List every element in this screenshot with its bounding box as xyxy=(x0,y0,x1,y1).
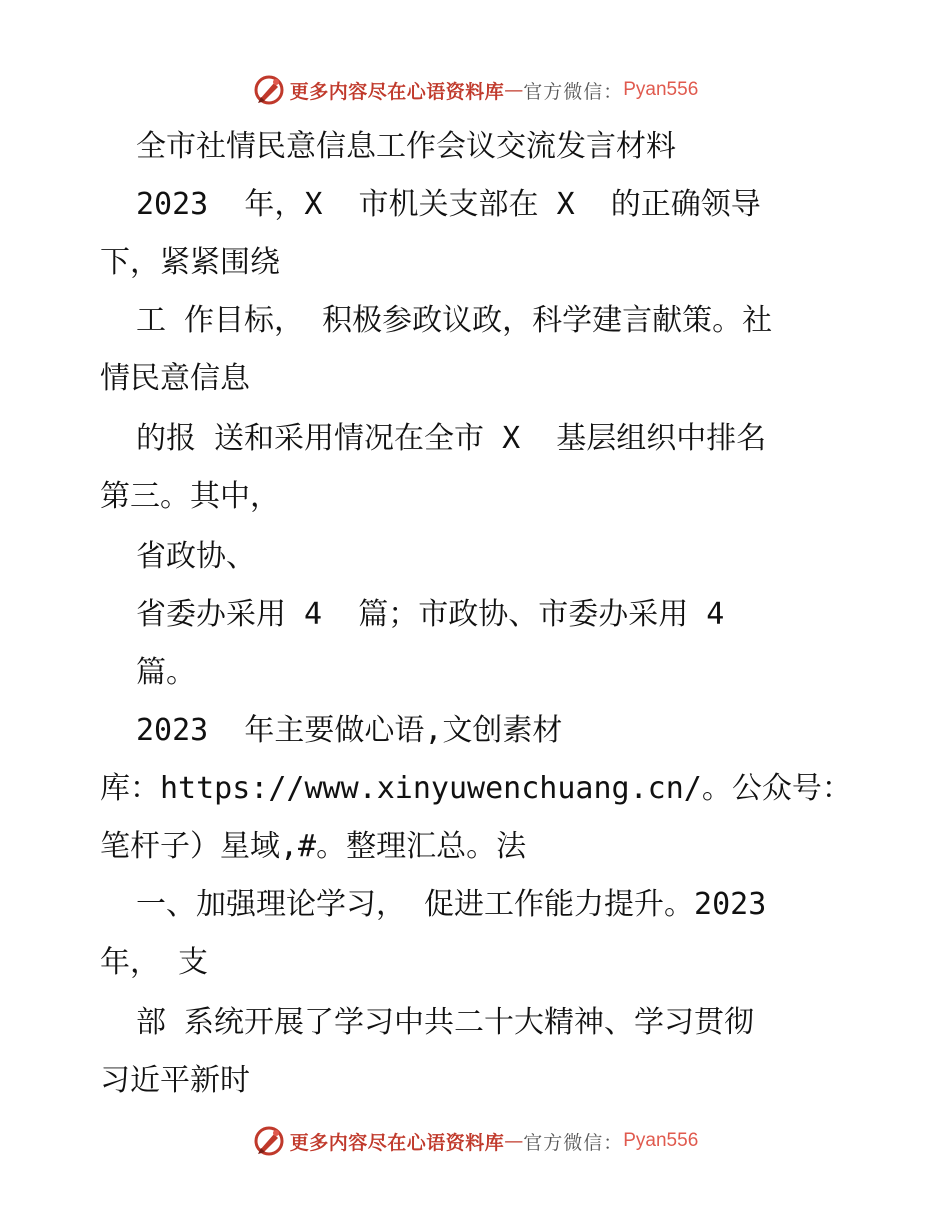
section-heading-line: 一、加强理论学习， 促进工作能力提升。2023 xyxy=(136,887,767,922)
pen-logo-icon xyxy=(252,1124,286,1158)
paragraph-line: 的报 送和采用情况在全市 X 基层组织中排名 xyxy=(136,421,767,456)
paragraph-line: 年， 支 xyxy=(100,945,209,980)
header-watermark xyxy=(0,70,950,110)
paragraph-line: 省委办采用 4 篇；市政协、市委办采用 4 xyxy=(136,597,725,632)
paragraph-line: 库：https://www.xinyuwenchuang.cn/。公众号： xyxy=(100,771,852,806)
paragraph-line: 第三。其中， xyxy=(100,479,280,514)
footer-watermark-text: 更多内容尽在心语资料库 xyxy=(289,1131,505,1154)
header-watermark-text: 更多内容尽在心语资料库 xyxy=(289,80,505,103)
header-wechat-label: 官方微信： xyxy=(523,80,624,103)
header-dash: — xyxy=(504,79,524,101)
paragraph-line: 部 系统开展了学习中共二十大精神、学习贯彻 xyxy=(136,1005,755,1040)
paragraph-line: 省政协、 xyxy=(136,539,256,574)
pen-logo-icon xyxy=(252,73,286,107)
paragraph-line: 笔杆子）星域,#。整理汇总。法 xyxy=(100,829,527,864)
paragraph-line: 2023 年，X 市机关支部在 X 的正确领导 xyxy=(136,187,761,222)
paragraph-line: 情民意信息 xyxy=(100,361,250,396)
footer-wechat-label: 官方微信： xyxy=(523,1131,624,1154)
header-wechat-id: Pyan556 xyxy=(623,79,699,100)
paragraph-line: 篇。 xyxy=(136,655,196,690)
footer-wechat-id: Pyan556 xyxy=(623,1130,699,1151)
paragraph-line: 2023 年主要做心语,文创素材 xyxy=(136,713,563,748)
paragraph-line: 下，紧紧围绕 xyxy=(100,245,280,280)
paragraph-line: 习近平新时 xyxy=(100,1063,250,1098)
footer-dash: — xyxy=(504,1130,524,1152)
footer-watermark xyxy=(0,1121,950,1161)
doc-title: 全市社情民意信息工作会议交流发言材料 xyxy=(136,129,676,164)
paragraph-line: 工 作目标， 积极参政议政，科学建言献策。社 xyxy=(136,303,773,338)
